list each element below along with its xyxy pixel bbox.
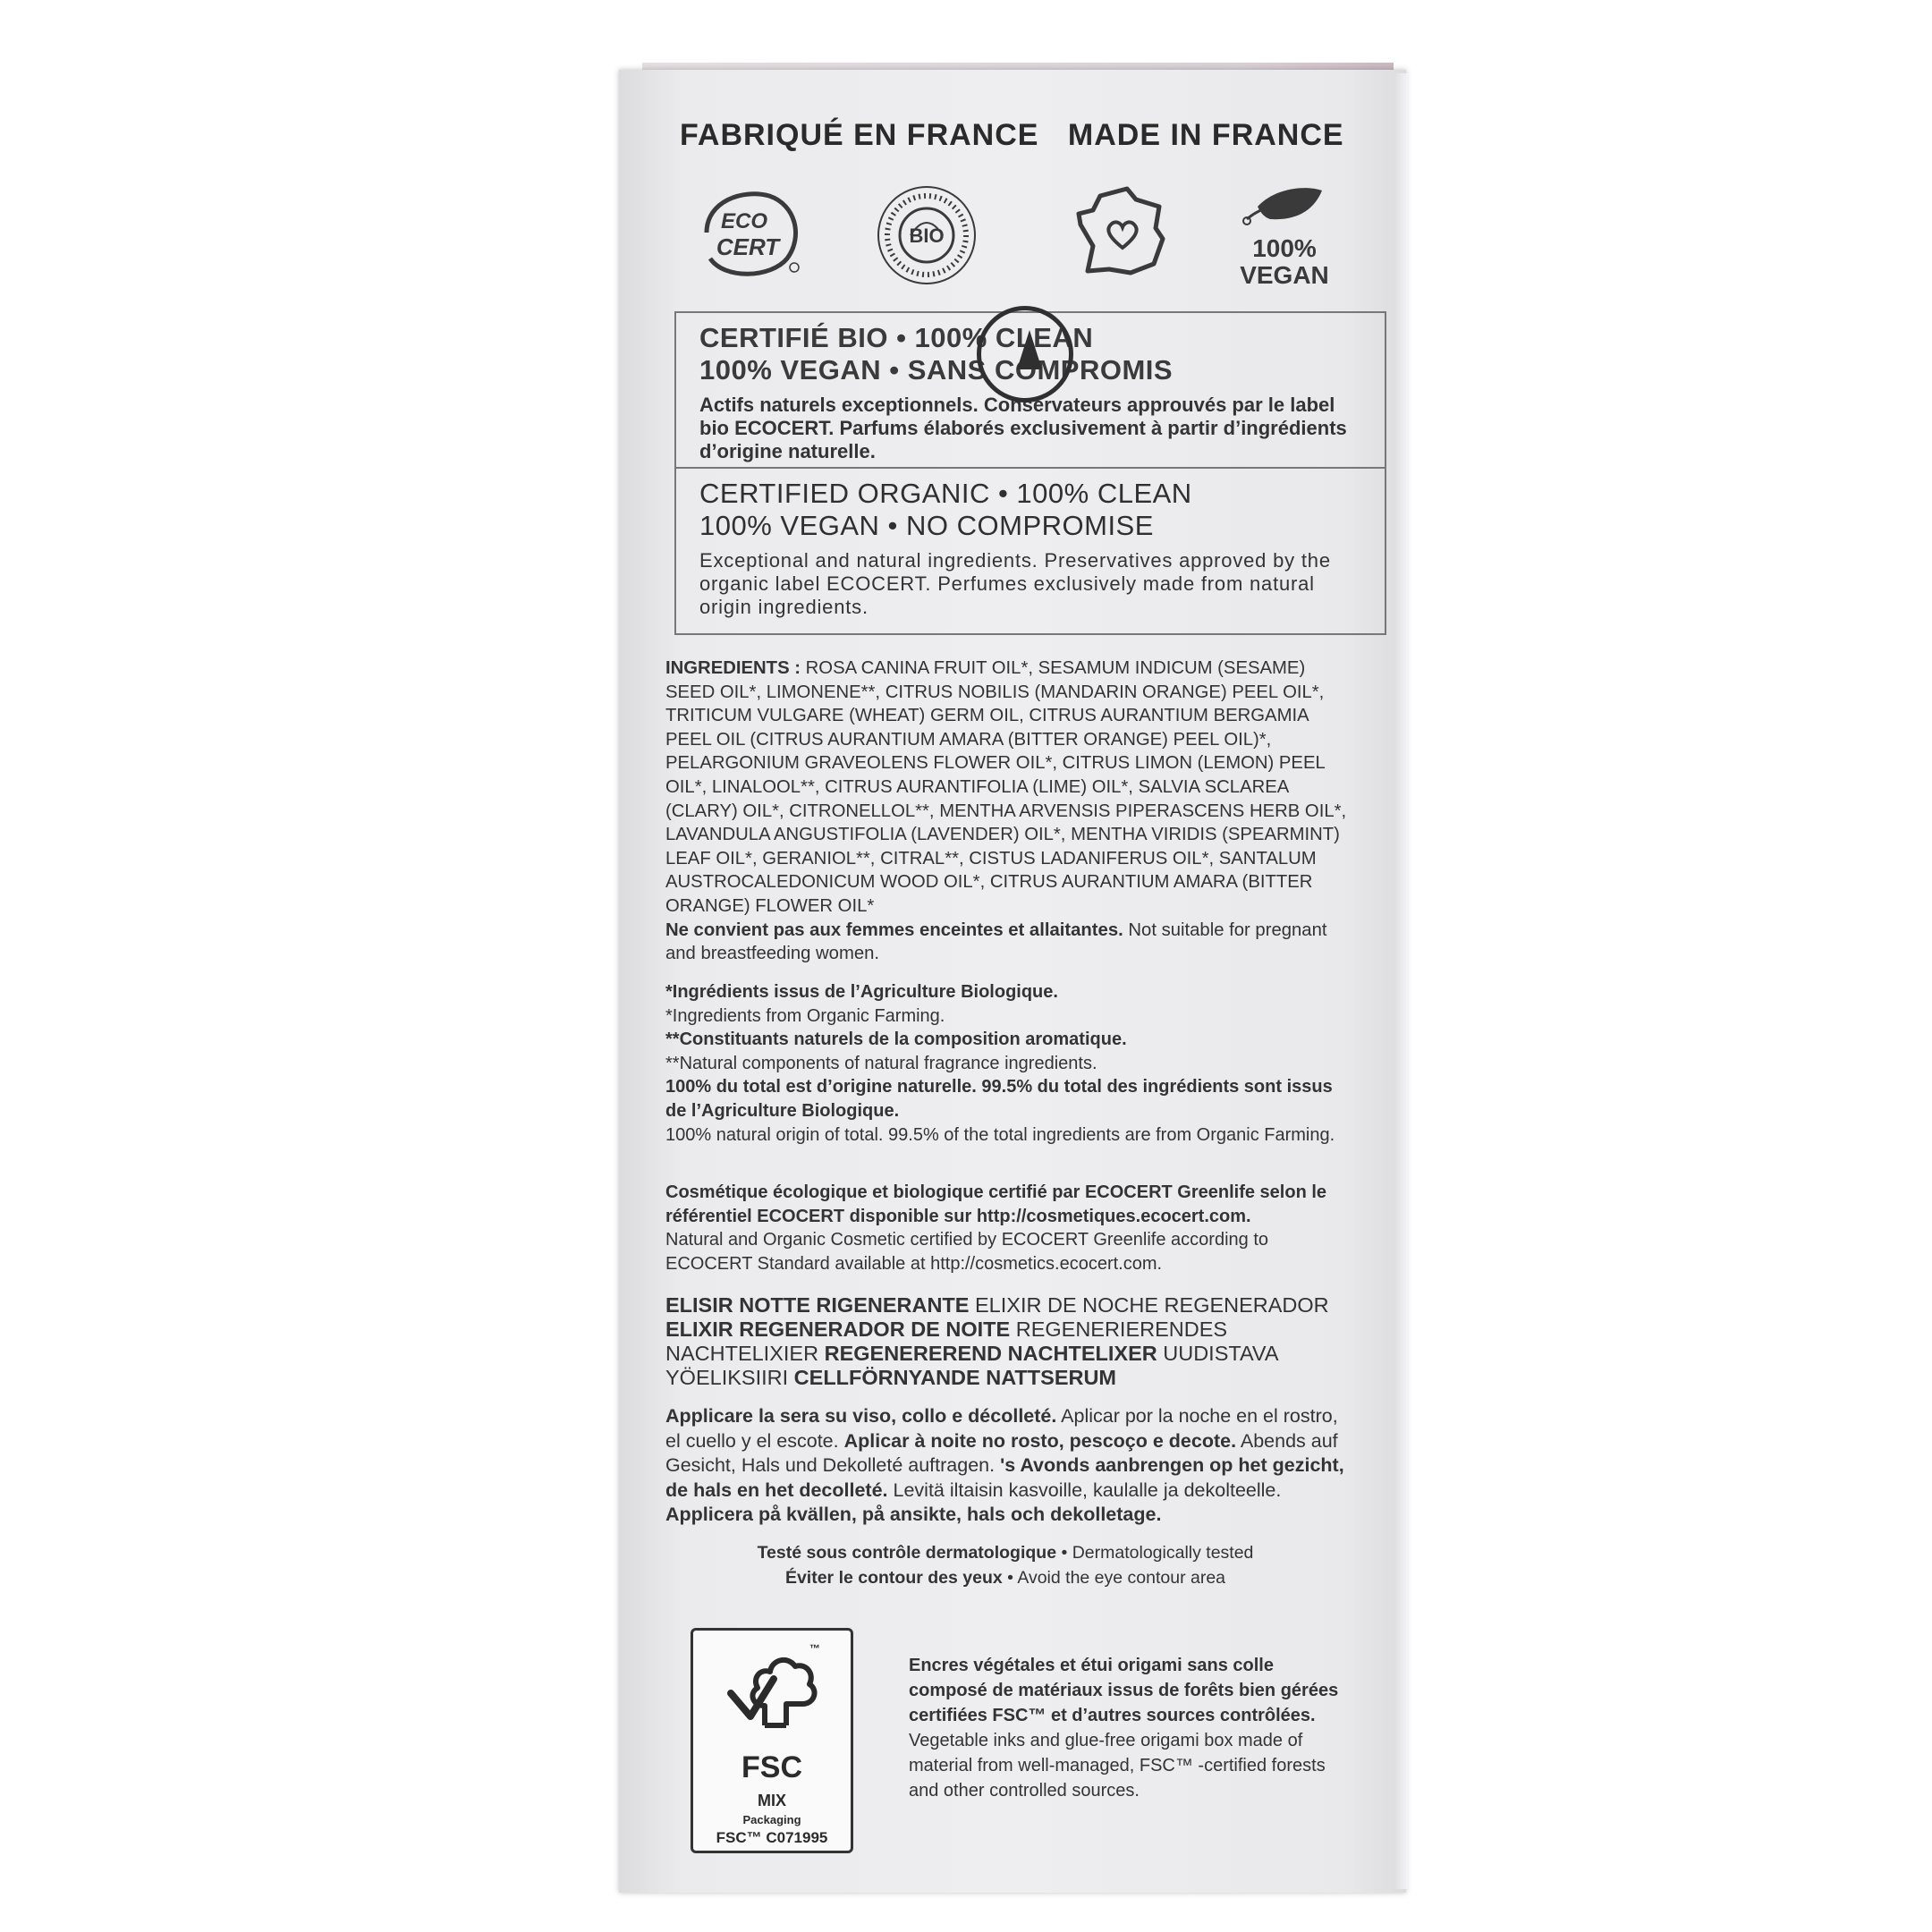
made-in-fr: FABRIQUÉ EN FRANCE: [680, 118, 1039, 152]
pregnancy-warning-en: Not suitable for pregnant and breastfeeding women.: [665, 919, 1327, 964]
vegan-text-1: 100%: [1252, 234, 1317, 262]
ecocert-text-2: CERT: [716, 233, 780, 260]
dermatology-notice: Testé sous contrôle dermatologique • Dermatologically tested Éviter le contour des yeux • Avoid the eye contour area: [757, 1543, 1254, 1588]
tested-en: Dermatologically tested: [1072, 1543, 1254, 1563]
footnote-organic-fr: *Ingrédients issus de l’Agriculture Biologique.: [665, 982, 1058, 1002]
fsc-license-code: FSC™ C071995: [716, 1829, 828, 1846]
cert-fr-heading-2: 100% VEGAN • SANS COMPROMIS: [699, 354, 1174, 386]
apply-de: Abends auf Gesicht, Hals und Dekolleté auftragen.: [665, 1429, 1338, 1476]
product-name-translations: [665, 1293, 1354, 1390]
product-name-pt: ELIXIR REGENERADOR DE NOITE: [665, 1318, 1011, 1341]
apply-it: Applicare la sera su viso, collo e décolleté.: [665, 1405, 1057, 1427]
ecocert-statement-fr: Cosmétique écologique et biologique certifié par ECOCERT Greenlife selon le référentiel ECOCERT disponible sur http://cosmetiques.ecocert.com.: [665, 1182, 1327, 1226]
ingredients-list: ROSA CANINA FRUIT OIL*, SESAMUM INDICUM (SESAME) SEED OIL*, LIMONENE**, CITRUS NOBILIS (MANDARIN ORANGE) PEEL OIL*, TRITICUM VULGARE (WHEAT) GERM OIL, CITRUS AURANTIUM BERGAMIA PEEL OIL (CITRUS AURANTIUM AMARA (BITTER ORANGE) PEEL OIL)*, PELARGONIUM GRAVEOLENS FLOWER OIL*, CITRUS LIMON (LEMON) PEEL OIL*, LINALOOL**, CITRUS AURANTIFOLIA (LIME) OIL*, SALVIA SCLAREA (CLARY) OIL*, CITRONELLOL**, MENTHA ARVENSIS PIPERASCENS HERB OIL*, LAVANDULA ANGUSTIFOLIA (LAVENDER) OIL*, MENTHA VIRIDIS (SPEARMINT) LEAF OIL*, GERANIOL**, CITRAL**, CISTUS LADANIFERUS OIL*, SANTALUM AUSTROCALEDONICUM WOOD OIL*, CITRUS AURANTIUM AMARA (BITTER ORANGE) FLOWER OIL*: [665, 658, 1347, 916]
tested-fr: Testé sous contrôle dermatologique: [757, 1543, 1057, 1563]
bio-center-text: BIO: [909, 225, 945, 247]
fsc-mix-badge: [691, 1628, 853, 1853]
certification-icons: [680, 183, 1360, 291]
made-in-en: MADE IN FRANCE: [1067, 118, 1344, 152]
vegan-text-2: VEGAN: [1240, 261, 1329, 289]
france-heart-icon: [1073, 183, 1172, 282]
ecocert-statement-en: Natural and Organic Cosmetic certified by ECOCERT Greenlife according to ECOCERT Standard available at http://cosmetics.ecocert.com.: [665, 1230, 1268, 1274]
packaging-statement-en: Vegetable inks and glue-free origami box made of material from well-managed, FSC™ -certified forests and other controlled sources.: [909, 1731, 1326, 1801]
fsc-packaging: Packaging: [742, 1813, 801, 1826]
footnotes-section: [665, 980, 1354, 1147]
apply-sv: Applicera på kvällen, på ansikte, hals och dekolletage.: [665, 1504, 1162, 1525]
footnote-organic-en: *Ingredients from Organic Farming.: [665, 1005, 945, 1026]
ecocert-text-1: ECO: [720, 209, 768, 233]
cert-en-heading-1: CERTIFIED ORGANIC • 100% CLEAN: [699, 478, 1192, 509]
certification-box-en: [674, 469, 1386, 635]
apply-nl: 's Avonds aanbrengen op het gezicht, de hals en het decolleté.: [665, 1454, 1344, 1501]
fsc-tree-checkmark-icon: [724, 1643, 822, 1743]
ecocert-logo-icon: [689, 183, 805, 282]
made-in-france-header: [680, 118, 1360, 153]
cert-en-body: Exceptional and natural ingredients. Preservatives approved by the organic label ECOCERT. Perfumes exclusively made from natural origin ingredients.: [699, 549, 1331, 618]
recycling-stamp-icon: [977, 306, 1073, 402]
footnote-percent-fr: 100% du total est d’origine naturelle. 99.5% du total des ingrédients sont issus de l’Agriculture Biologique.: [665, 1077, 1333, 1121]
cert-fr-heading-1: CERTIFIÉ BIO • 100% CLEAN: [699, 322, 1094, 353]
fsc-label: FSC: [741, 1750, 802, 1784]
pregnancy-warning-fr: Ne convient pas aux femmes enceintes et allaitantes.: [665, 919, 1123, 940]
footnote-natural-en: **Natural components of natural fragrance ingredients.: [665, 1053, 1097, 1073]
fsc-mix: MIX: [757, 1792, 786, 1809]
ingredients-section: [665, 657, 1354, 966]
product-name-es: ELIXIR DE NOCHE REGENERADOR: [975, 1293, 1329, 1317]
product-name-it: ELISIR NOTTE RIGENERANTE: [665, 1293, 970, 1317]
packaging-statement-fr: Encres végétales et étui origami sans colle composé de matériaux issus de forêts bien gérées certifiées FSC™ et d’autres sources contrôlées.: [909, 1656, 1339, 1725]
footnote-percent-en: 100% natural origin of total. 99.5% of the total ingredients are from Organic Farming.: [665, 1124, 1335, 1145]
application-instructions: [665, 1404, 1354, 1528]
cert-en-heading-2: 100% VEGAN • NO COMPROMISE: [699, 510, 1154, 541]
apply-fi: Levitä iltaisin kasvoille, kaulalle ja dekolteelle.: [893, 1479, 1282, 1501]
fsc-tm: ™: [809, 1643, 820, 1655]
eye-contour-fr: Éviter le contour des yeux: [784, 1568, 1003, 1588]
cosmos-organic-bio-icon: [875, 183, 979, 287]
vegan-leaf-icon: [1222, 183, 1347, 291]
apply-pt: Aplicar à noite no rosto, pescoço e decote.: [843, 1429, 1237, 1452]
ecocert-statement: [665, 1181, 1354, 1275]
packaging-statement: [909, 1653, 1356, 1803]
eye-contour-en: Avoid the eye contour area: [1017, 1568, 1226, 1588]
product-name-de: REGENERIERENDES NACHTELIXIER: [665, 1318, 1228, 1365]
footnote-natural-fr: **Constituants naturels de la composition aromatique.: [665, 1030, 1127, 1050]
ingredients-label: INGREDIENTS :: [665, 658, 801, 678]
box-side-edge: [1395, 73, 1408, 1889]
product-name-nl: REGENEREREND NACHTELIXER: [824, 1342, 1157, 1365]
cert-fr-body: Actifs naturels exceptionnels. Conservateurs approuvés par le label bio ECOCERT. Parfums élaborés exclusivement à partir d’ingrédients d’origine naturelle.: [699, 394, 1347, 462]
product-name-fi: UUDISTAVA YÖELIKSIIRI: [665, 1342, 1278, 1389]
product-name-sv: CELLFÖRNYANDE NATTSERUM: [793, 1366, 1117, 1389]
apply-es: Aplicar por la noche en el rostro, el cuello y el escote.: [665, 1405, 1338, 1452]
